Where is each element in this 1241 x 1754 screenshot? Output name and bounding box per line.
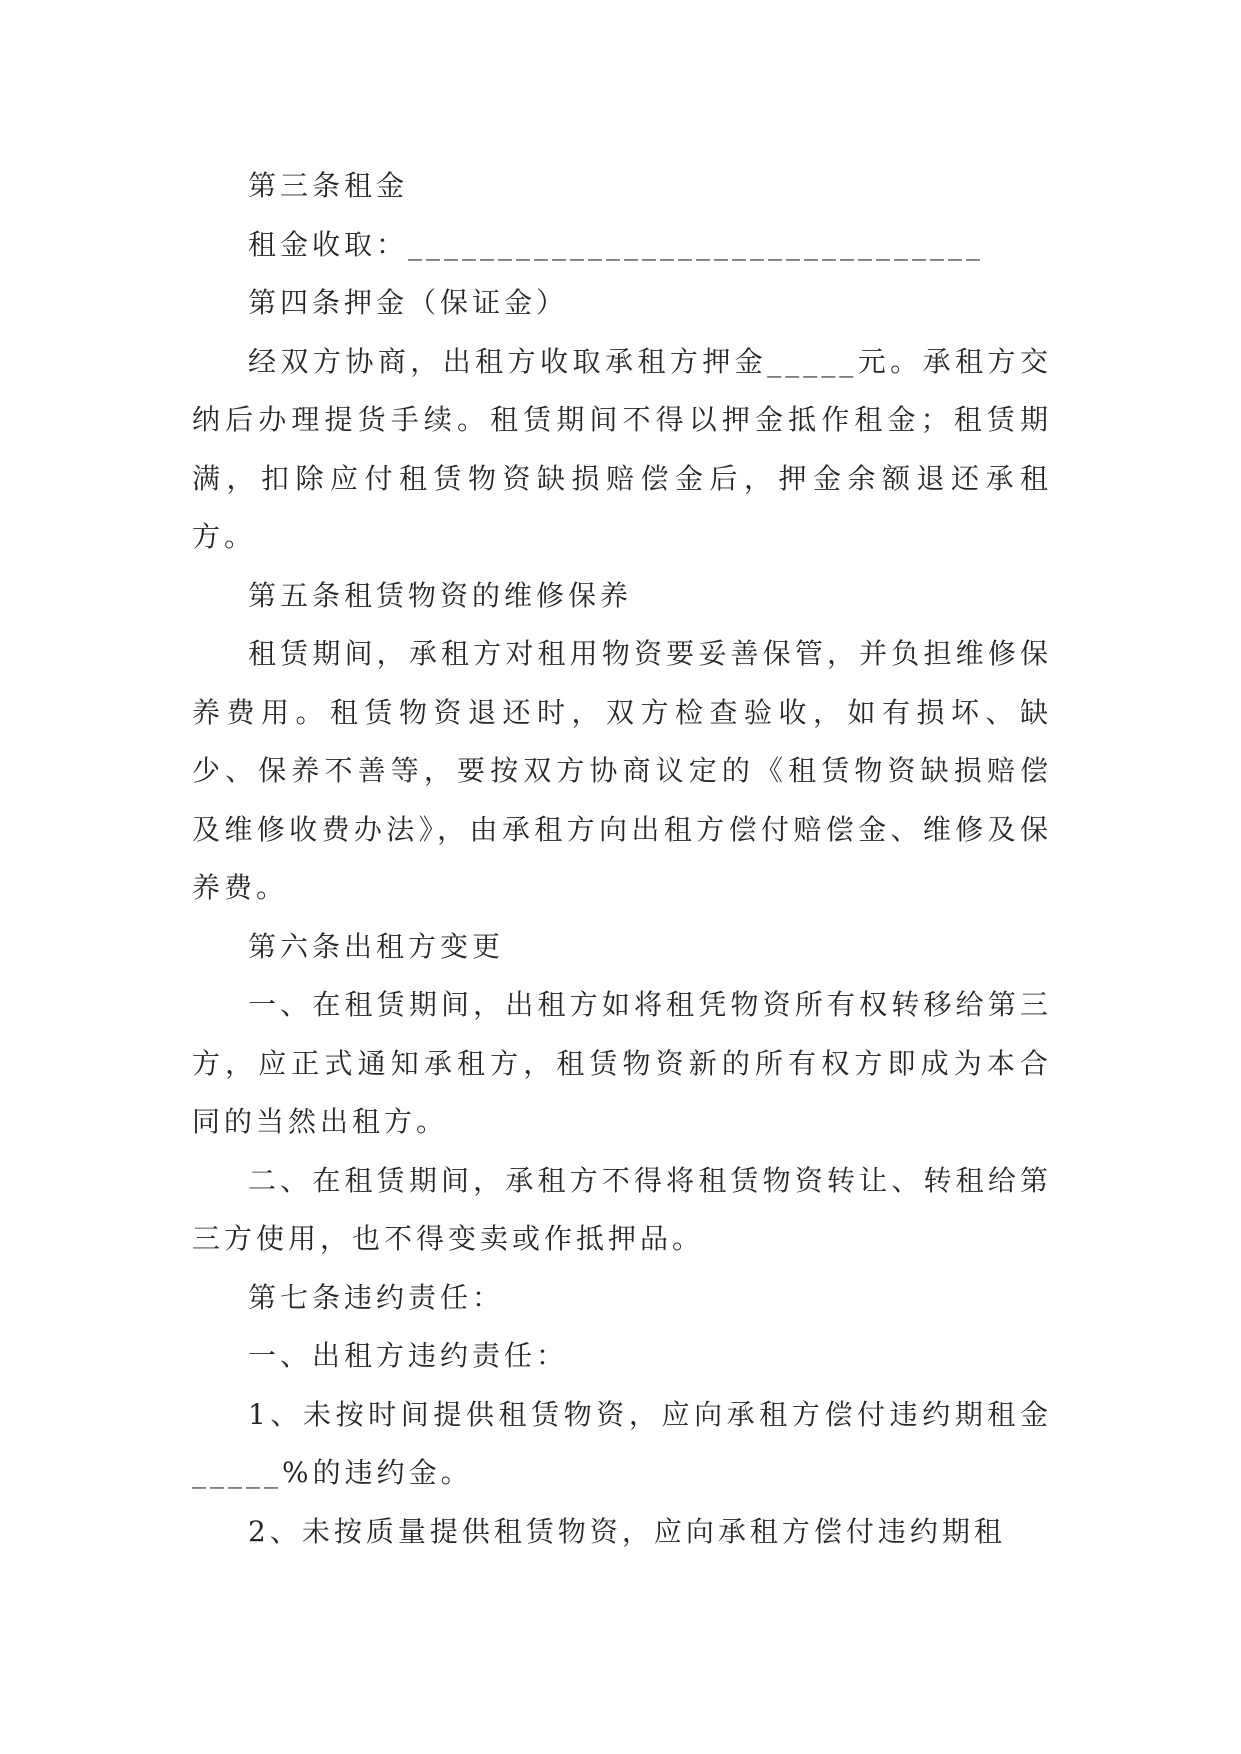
lessor-change-clause-2: 二、在租赁期间，承租方不得将租赁物资转让、转租给第三方使用，也不得变卖或作抵押品。 <box>192 1163 1052 1255</box>
contract-body <box>192 157 1052 1561</box>
lessor-change-clause-1: 一、在租赁期间，出租方如将租凭物资所有权转移给第三方，应正式通知承租方，租赁物资新的所有权方即成为本合同的当然出租方。 <box>192 988 1052 1138</box>
liability-item-2: 2、未按质量提供租赁物资，应向承租方偿付违约期租 <box>248 1514 1006 1548</box>
article-5-heading: 第五条租赁物资的维修保养 <box>248 578 633 612</box>
article-7-heading: 第七条违约责任： <box>248 1280 505 1314</box>
maintenance-paragraph: 租赁期间，承租方对租用物资要妥善保管，并负担维修保养费用。租赁物资退还时，双方检查验收，如有损坏、缺少、保养不善等，要按双方协商议定的《租赁物资缺损赔偿及维修收费办法》，由承租方向出租方偿付赔偿金、维修及保养费。 <box>192 637 1052 904</box>
liability-item-1: 1、未按时间提供租赁物资，应向承租方偿付违约期租金_____%的违约金。 <box>192 1397 1052 1489</box>
article-4-heading: 第四条押金（保证金） <box>248 286 569 319</box>
lessor-liability-heading: 一、出租方违约责任： <box>248 1339 569 1372</box>
deposit-paragraph: 经双方协商，出租方收取承租方押金_____元。承租方交纳后办理提货手续。租赁期间不得以押金抵作租金；租赁期满，扣除应付租赁物资缺损赔偿金后，押金余额退还承租方。 <box>192 344 1052 553</box>
article-6-heading: 第六条出租方变更 <box>248 929 505 963</box>
article-3-heading: 第三条租金 <box>248 169 409 202</box>
rent-collection-line: 租金收取：________________________________ <box>248 227 985 261</box>
